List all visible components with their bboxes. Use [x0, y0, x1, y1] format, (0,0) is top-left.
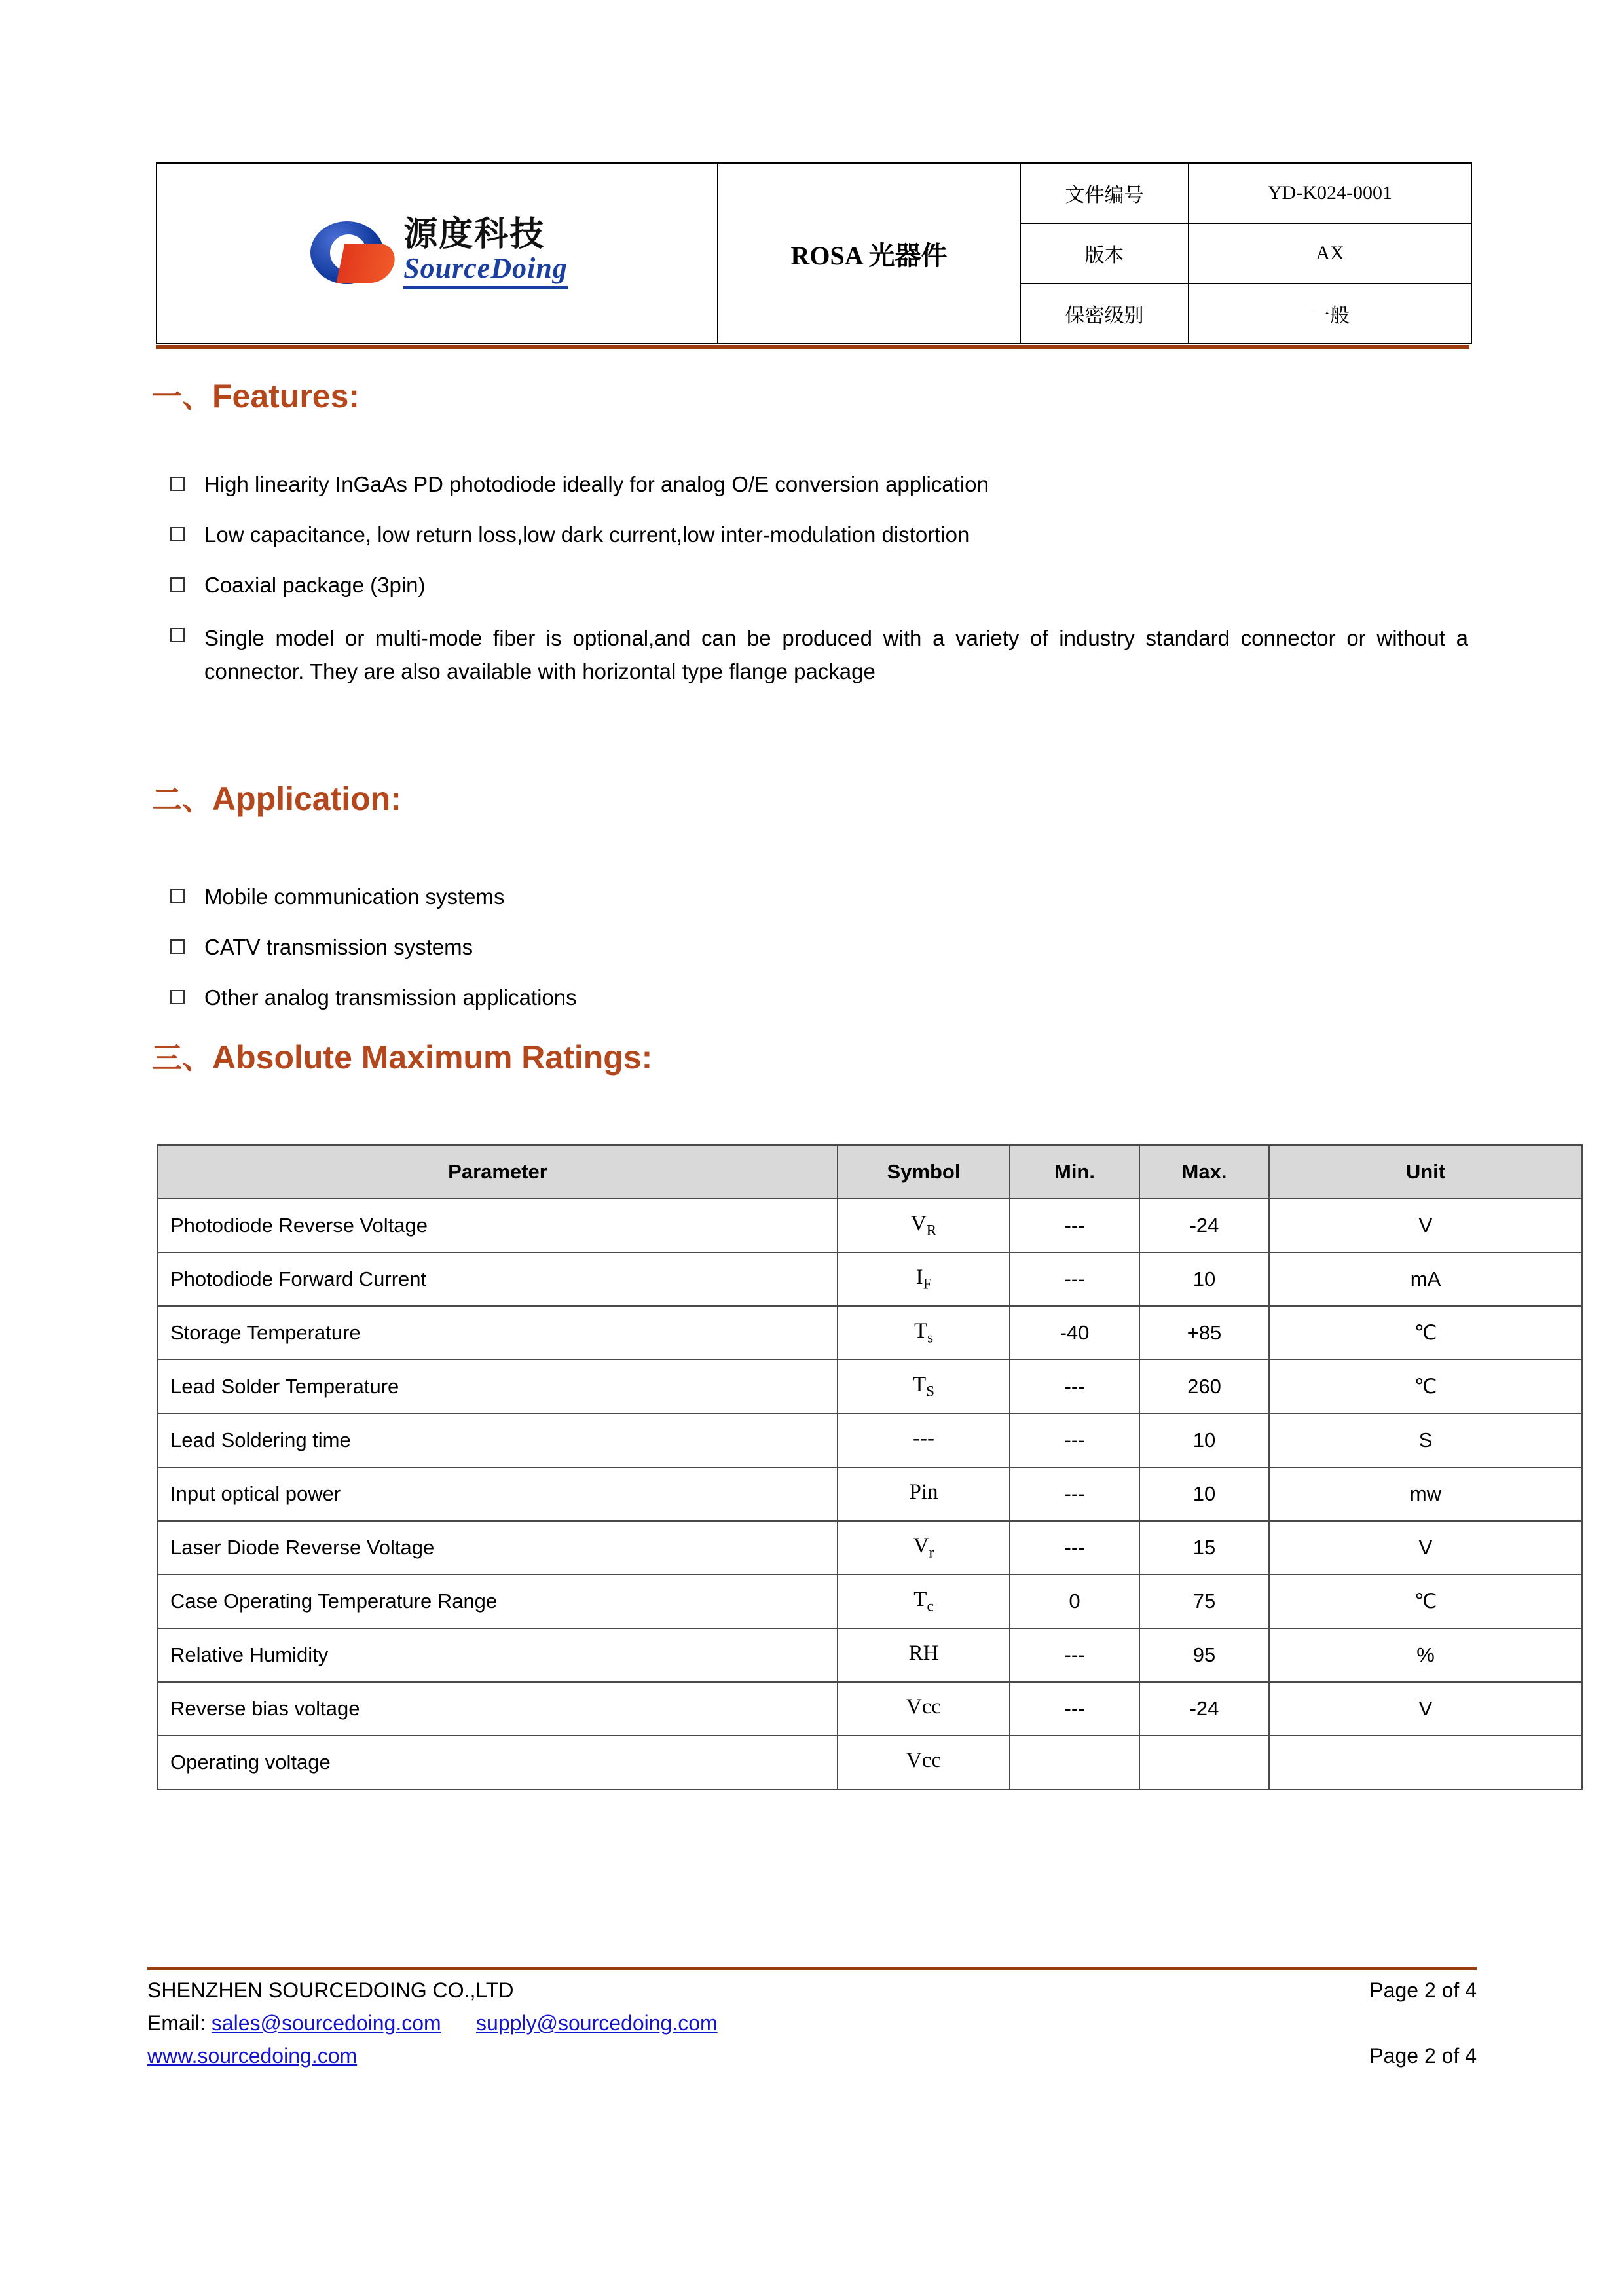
- features-heading-number: 一、: [152, 380, 212, 414]
- ratings-table: [157, 1144, 1583, 1790]
- list-item: [170, 933, 1473, 962]
- bullet-icon: [170, 933, 204, 958]
- document-footer: [147, 1978, 1477, 2077]
- cell-unit: S: [1269, 1413, 1582, 1467]
- list-item: [170, 520, 1473, 550]
- header-label-version: 版本: [1020, 223, 1189, 283]
- cell-min: ---: [1010, 1413, 1139, 1467]
- table-row: [158, 1360, 1582, 1413]
- d-logo-icon: [306, 217, 392, 289]
- list-item: [170, 883, 1473, 912]
- cell-parameter: Reverse bias voltage: [158, 1682, 838, 1736]
- company-logo: [157, 163, 718, 344]
- col-header-unit: Unit: [1269, 1145, 1582, 1199]
- cell-min: ---: [1010, 1467, 1139, 1521]
- table-row: [158, 1521, 1582, 1575]
- cell-unit: mA: [1269, 1252, 1582, 1306]
- header-value-doc-number: YD-K024-0001: [1189, 163, 1471, 223]
- cell-parameter: Relative Humidity: [158, 1628, 838, 1682]
- cell-unit: V: [1269, 1682, 1582, 1736]
- col-header-symbol: Symbol: [838, 1145, 1010, 1199]
- bullet-icon: [170, 621, 204, 646]
- list-item: [170, 983, 1473, 1013]
- cell-min: ---: [1010, 1521, 1139, 1575]
- features-item-4: Single model or multi-mode fiber is optional,and can be produced with a variety of industry standard connector or without a connector. They are also available with horizontal type flange package: [204, 626, 1468, 684]
- cell-symbol: $V_R$: [838, 1199, 1010, 1252]
- cell-parameter: Lead Soldering time: [158, 1413, 838, 1467]
- table-row: [158, 1736, 1582, 1789]
- table-row: [158, 1199, 1582, 1252]
- table-row: [158, 1575, 1582, 1628]
- cell-max: -24: [1139, 1682, 1269, 1736]
- document-header: [156, 162, 1469, 344]
- table-row: [158, 1467, 1582, 1521]
- bullet-icon: [170, 571, 204, 596]
- cell-max: 10: [1139, 1252, 1269, 1306]
- cell-max: 260: [1139, 1360, 1269, 1413]
- cell-symbol: $V_r$: [838, 1521, 1010, 1575]
- cell-min: ---: [1010, 1360, 1139, 1413]
- product-title: ROSA 光器件: [718, 163, 1020, 344]
- cell-parameter: Input optical power: [158, 1467, 838, 1521]
- bullet-icon: [170, 470, 204, 495]
- cell-symbol: $I_F$: [838, 1252, 1010, 1306]
- bullet-icon: [170, 883, 204, 907]
- application-item-2: CATV transmission systems: [204, 935, 473, 959]
- cell-min: ---: [1010, 1682, 1139, 1736]
- application-item-1: Mobile communication systems: [204, 884, 505, 909]
- logo-english-name: SourceDoing: [403, 251, 568, 284]
- features-item-1: High linearity InGaAs PD photodiode ideally for analog O/E conversion application: [204, 472, 989, 496]
- ratings-heading-number: 三、: [152, 1041, 212, 1075]
- footer-email-label: Email:: [147, 2011, 206, 2035]
- cell-symbol: Pin: [838, 1467, 1010, 1521]
- list-item: [170, 470, 1473, 500]
- cell-max: 15: [1139, 1521, 1269, 1575]
- header-label-doc-number: 文件编号: [1020, 163, 1189, 223]
- col-header-parameter: Parameter: [158, 1145, 838, 1199]
- list-item: [170, 621, 1473, 688]
- cell-max: +85: [1139, 1306, 1269, 1360]
- table-row: [158, 1252, 1582, 1306]
- header-table: [156, 162, 1472, 344]
- cell-unit: V: [1269, 1521, 1582, 1575]
- cell-symbol: Vcc: [838, 1682, 1010, 1736]
- cell-symbol: $T_c$: [838, 1575, 1010, 1628]
- ratings-heading: [152, 1034, 652, 1078]
- cell-parameter: Storage Temperature: [158, 1306, 838, 1360]
- footer-company: SHENZHEN SOURCEDOING CO.,LTD: [147, 1978, 514, 2002]
- footer-email-sales[interactable]: sales@sourcedoing.com: [211, 2011, 441, 2035]
- table-row: [158, 1413, 1582, 1467]
- cell-min: ---: [1010, 1252, 1139, 1306]
- cell-unit: ℃: [1269, 1360, 1582, 1413]
- application-item-3: Other analog transmission applications: [204, 985, 577, 1010]
- cell-max: 95: [1139, 1628, 1269, 1682]
- cell-min: 0: [1010, 1575, 1139, 1628]
- footer-email-line: [147, 2011, 718, 2035]
- ratings-table-wrap: [157, 1144, 1469, 1790]
- footer-email-supply[interactable]: supply@sourcedoing.com: [476, 2011, 718, 2035]
- table-row: [158, 1628, 1582, 1682]
- table-row: [158, 1306, 1582, 1360]
- cell-parameter: Lead Solder Temperature: [158, 1360, 838, 1413]
- cell-max: 10: [1139, 1467, 1269, 1521]
- cell-unit: mw: [1269, 1467, 1582, 1521]
- cell-parameter: Photodiode Forward Current: [158, 1252, 838, 1306]
- cell-symbol: RH: [838, 1628, 1010, 1682]
- bullet-icon: [170, 520, 204, 545]
- cell-symbol: $T_S$: [838, 1360, 1010, 1413]
- footer-page-number-1: Page 2 of 4: [1369, 1978, 1477, 2002]
- cell-unit: [1269, 1736, 1582, 1789]
- cell-max: [1139, 1736, 1269, 1789]
- cell-parameter: Laser Diode Reverse Voltage: [158, 1521, 838, 1575]
- features-heading: [152, 373, 360, 416]
- cell-parameter: Photodiode Reverse Voltage: [158, 1199, 838, 1252]
- logo-underline: [403, 286, 568, 289]
- header-divider: [156, 345, 1469, 349]
- header-label-confidentiality: 保密级别: [1020, 283, 1189, 344]
- cell-unit: V: [1269, 1199, 1582, 1252]
- ratings-heading-title: Absolute Maximum Ratings:: [212, 1039, 653, 1076]
- footer-website-link[interactable]: www.sourcedoing.com: [147, 2044, 358, 2068]
- table-header-row: [158, 1145, 1582, 1199]
- cell-unit: %: [1269, 1628, 1582, 1682]
- cell-min: ---: [1010, 1199, 1139, 1252]
- cell-unit: ℃: [1269, 1306, 1582, 1360]
- footer-page-number-2: Page 2 of 4: [1369, 2044, 1477, 2068]
- cell-min: -40: [1010, 1306, 1139, 1360]
- features-item-2: Low capacitance, low return loss,low dark current,low inter-modulation distortion: [204, 522, 970, 547]
- bullet-icon: [170, 983, 204, 1008]
- application-heading-number: 二、: [152, 782, 212, 816]
- cell-symbol: $T_s$: [838, 1306, 1010, 1360]
- cell-symbol: Vcc: [838, 1736, 1010, 1789]
- application-heading-title: Application:: [212, 780, 401, 817]
- cell-max: 75: [1139, 1575, 1269, 1628]
- cell-parameter: Operating voltage: [158, 1736, 838, 1789]
- header-value-version: AX: [1189, 223, 1471, 283]
- application-heading: [152, 776, 401, 819]
- logo-chinese-name: 源度科技: [403, 216, 545, 254]
- cell-unit: ℃: [1269, 1575, 1582, 1628]
- cell-symbol: ---: [838, 1413, 1010, 1467]
- cell-min: ---: [1010, 1628, 1139, 1682]
- col-header-max: Max.: [1139, 1145, 1269, 1199]
- cell-max: -24: [1139, 1199, 1269, 1252]
- features-heading-title: Features:: [212, 378, 360, 414]
- col-header-min: Min.: [1010, 1145, 1139, 1199]
- cell-max: 10: [1139, 1413, 1269, 1467]
- features-item-3: Coaxial package (3pin): [204, 573, 426, 597]
- table-row: [158, 1682, 1582, 1736]
- footer-divider: [147, 1967, 1477, 1970]
- cell-parameter: Case Operating Temperature Range: [158, 1575, 838, 1628]
- list-item: [170, 571, 1473, 600]
- header-value-confidentiality: 一般: [1189, 283, 1471, 344]
- cell-min: [1010, 1736, 1139, 1789]
